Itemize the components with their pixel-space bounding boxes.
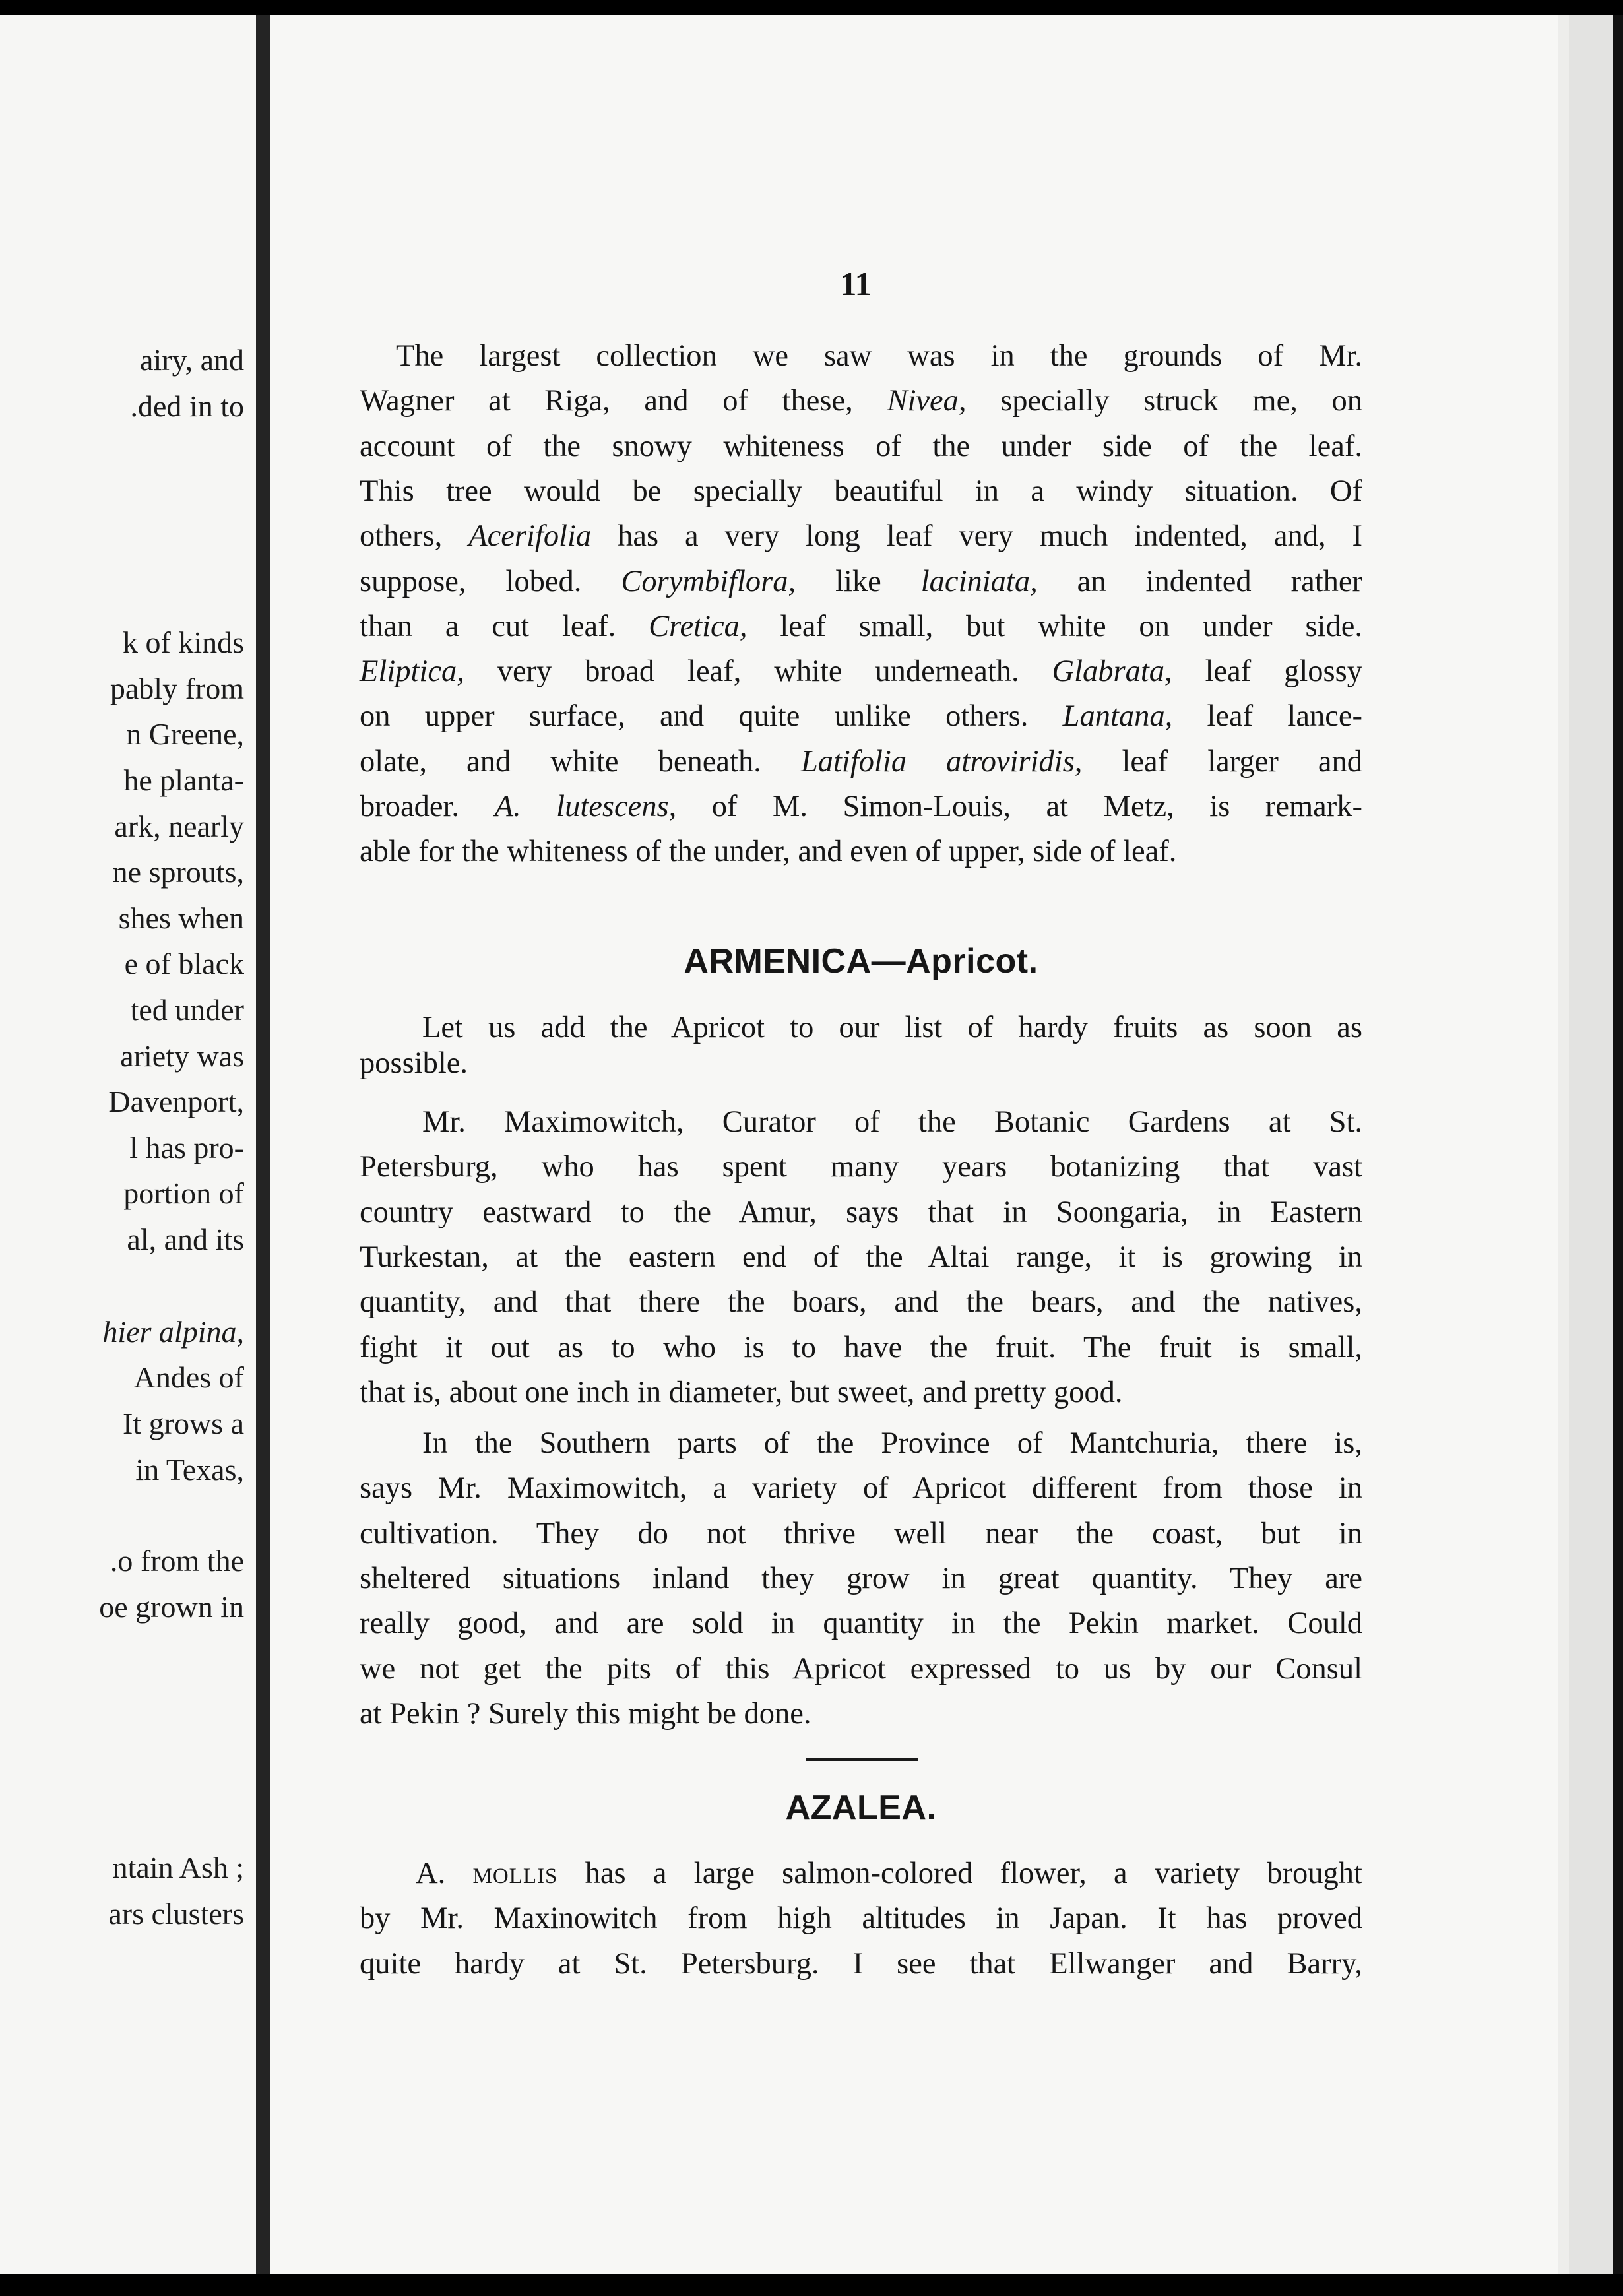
text-segment: Wagner at Riga, and of these, <box>360 384 887 418</box>
text-segment: leaf larger and <box>1082 744 1362 779</box>
page-gutter <box>256 15 270 2274</box>
text-segment: like <box>796 564 921 598</box>
left-page-line: ne sprouts, <box>112 855 244 889</box>
section-heading-armenica: ARMENICA—Apricot. <box>684 942 1038 980</box>
section-heading-azalea: AZALEA. <box>785 1789 937 1827</box>
left-page-line: pably from <box>110 672 244 705</box>
text-segment: on upper surface, and quite unlike others. <box>360 699 1063 734</box>
left-page-line: hier alpina, <box>102 1315 244 1349</box>
scan-bottom-border <box>0 2274 1623 2296</box>
italic-term: Lantana, <box>1062 699 1173 734</box>
text-segment: others, <box>360 519 469 554</box>
text-line: cultivation. They do not thrive well near the coast, but in <box>360 1516 1362 1550</box>
italic-term: Glabrata, <box>1052 654 1172 689</box>
text-line <box>360 788 1362 825</box>
text-line: Petersburg, who has spent many years botanizing that vast <box>360 1150 1362 1184</box>
text-line: Mr. Maximowitch, Curator of the Botanic Gardens at St. <box>422 1105 1362 1139</box>
text-segment: leaf glossy <box>1172 654 1362 689</box>
text-segment: than a cut leaf. <box>360 609 649 643</box>
text-line: we not get the pits of this Apricot expressed to us by our Consul <box>360 1651 1362 1686</box>
italic-term: Latifolia atroviridis, <box>800 744 1083 779</box>
species-name: mollis <box>472 1857 558 1890</box>
text-line <box>360 563 1362 600</box>
italic-term: laciniata, <box>920 564 1038 598</box>
italic-term: Acerifolia <box>468 519 592 554</box>
page-edge <box>1569 15 1613 2274</box>
text-line <box>360 744 1362 781</box>
left-page-line: he planta- <box>123 763 244 797</box>
text-line: able for the whiteness of the under, and even of upper, side of leaf. <box>360 835 1177 869</box>
text-line <box>360 653 1362 690</box>
italic-term: Eliptica, <box>360 654 464 689</box>
left-page-line: e of black <box>124 947 244 980</box>
left-page-line: .o from the <box>110 1544 244 1578</box>
text-line: Let us add the Apricot to our list of hardy fruits as soon as <box>422 1011 1362 1044</box>
left-page-line: It grows a <box>123 1407 244 1440</box>
text-line: possible. <box>360 1046 468 1080</box>
text-line <box>360 518 1362 555</box>
italic-term: Nivea, <box>887 384 967 418</box>
text-line: says Mr. Maximowitch, a variety of Apricot different from those in <box>360 1471 1362 1506</box>
left-page-line: ntain Ash ; <box>112 1851 244 1884</box>
text-line: sheltered situations inland they grow in great quantity. They are <box>360 1561 1362 1595</box>
page-edge-shadow <box>1558 15 1569 2274</box>
text-line: at Pekin ? Surely this might be done. <box>360 1696 812 1731</box>
scan-right-border <box>1613 15 1623 2274</box>
text-line: This tree would be specially beautiful in a windy situation. Of <box>360 474 1362 508</box>
text-segment: leaf lance- <box>1172 699 1362 734</box>
left-page-line: oe grown in <box>99 1590 244 1624</box>
text-line: really good, and are sold in quantity in the Pekin market. Could <box>360 1607 1362 1641</box>
text-line <box>360 383 1362 420</box>
left-page-line: ted under <box>130 993 244 1027</box>
text-line: country eastward to the Amur, says that in Soongaria, in Eastern <box>360 1195 1362 1229</box>
text-line: In the Southern parts of the Province of Mantchuria, there is, <box>422 1426 1362 1460</box>
left-page-line: ars clusters <box>108 1897 244 1930</box>
text-line <box>360 698 1362 735</box>
text-segment: broader. <box>360 790 495 823</box>
section-divider-rule <box>806 1758 918 1761</box>
left-page-line: portion of <box>123 1176 244 1210</box>
text-line: fight it out as to who is to have the fruit. The fruit is small, <box>360 1330 1362 1364</box>
text-segment: olate, and white beneath. <box>360 744 801 779</box>
text-line: by Mr. Maxinowitch from high altitudes in Japan. It has proved <box>360 1901 1362 1936</box>
italic-term: A. lutescens, <box>494 790 677 823</box>
left-page-line: in Texas, <box>135 1453 244 1486</box>
text-line: quantity, and that there the boars, and the bears, and the natives, <box>360 1285 1362 1320</box>
left-page-line: al, and its <box>127 1223 244 1256</box>
text-segment: has a very long leaf very much indented, and, I <box>591 519 1362 554</box>
text-segment: has a large salmon-colored flower, a variety brought <box>557 1857 1362 1890</box>
text-line: Turkestan, at the eastern end of the Altai range, it is growing in <box>360 1240 1362 1274</box>
italic-term: Cretica, <box>649 609 748 643</box>
text-segment: A. <box>416 1857 473 1890</box>
text-line <box>360 608 1362 645</box>
left-page-line: l has pro- <box>129 1131 244 1164</box>
text-segment: leaf small, but white on under side. <box>747 609 1362 643</box>
scan-top-border <box>0 0 1623 15</box>
left-page-line: n Greene, <box>126 717 244 751</box>
text-segment: of M. Simon-Louis, at Metz, is remark- <box>676 790 1363 823</box>
left-page-line: shes when <box>118 901 244 935</box>
left-page-line: airy, and <box>140 343 244 377</box>
left-page-line: Andes of <box>133 1360 244 1394</box>
text-line: quite hardy at St. Petersburg. I see that Ellwanger and Barry, <box>360 1946 1362 1981</box>
left-page-line: .ded in to <box>130 389 244 423</box>
left-page-line: k of kinds <box>123 625 244 659</box>
page-number: 11 <box>840 265 872 302</box>
text-segment: an indented rather <box>1037 564 1363 598</box>
left-page-line: Davenport, <box>108 1085 244 1118</box>
text-line: The largest collection we saw was in the grounds of Mr. <box>396 339 1362 373</box>
text-line: that is, about one inch in diameter, but sweet, and pretty good. <box>360 1375 1123 1409</box>
text-segment: very broad leaf, white underneath. <box>464 654 1052 689</box>
left-page-line: ariety was <box>120 1039 244 1073</box>
text-segment: suppose, lobed. <box>360 564 621 598</box>
left-page-line: ark, nearly <box>114 810 244 843</box>
text-segment: specially struck me, on <box>966 384 1363 418</box>
text-line <box>416 1855 1362 1892</box>
italic-term: Corymbiflora, <box>621 564 796 598</box>
text-line: account of the snowy whiteness of the under side of the leaf. <box>360 429 1362 463</box>
